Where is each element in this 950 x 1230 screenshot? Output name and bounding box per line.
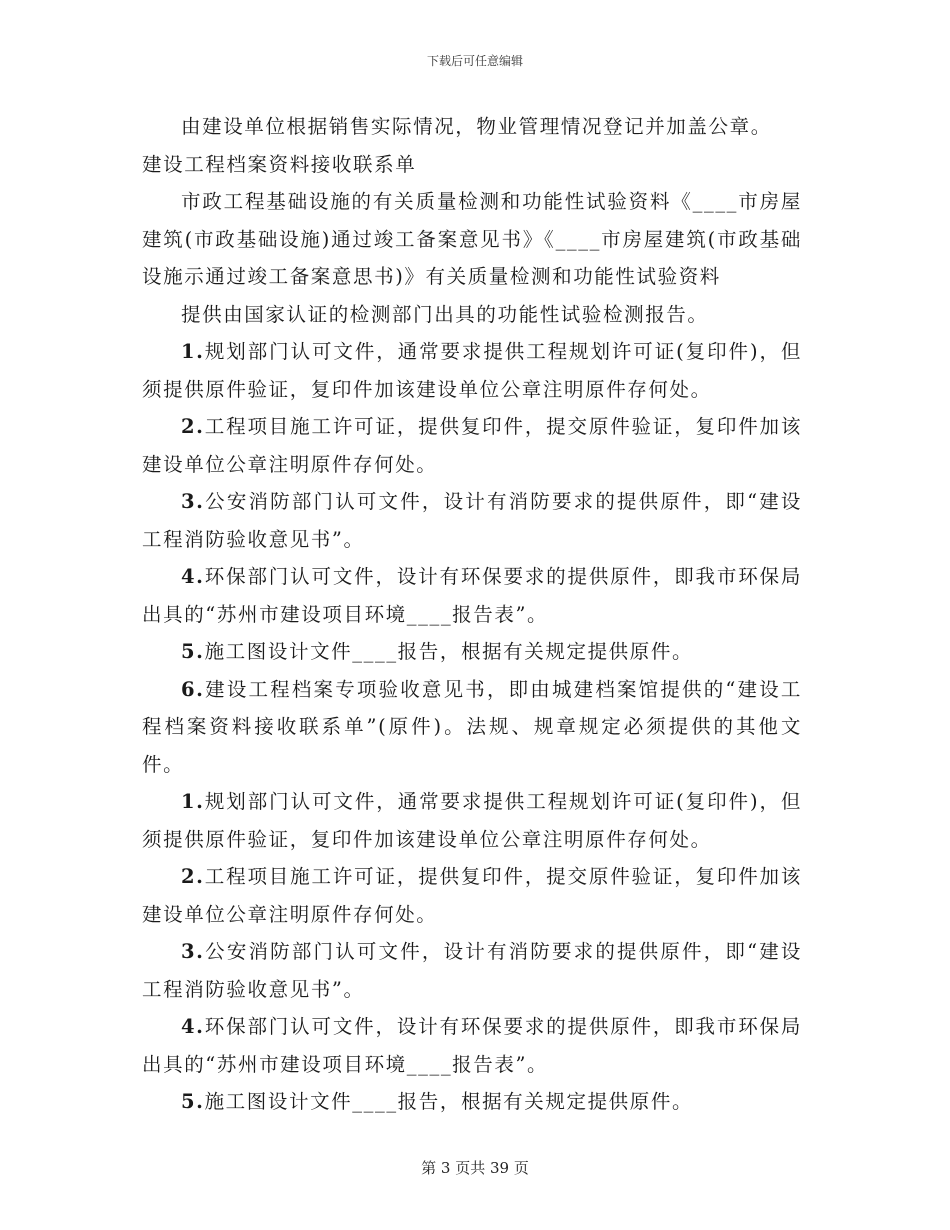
paragraph-text: 由建设单位根据销售实际情况，物业管理情况登记并加盖公章。	[181, 115, 772, 138]
list-item	[142, 333, 802, 408]
paragraph-text: 环保部门认可文件，设计有环保要求的提供原件，即我市环保局出具的“苏州市建设项目环境____报告表”。	[142, 565, 802, 626]
paragraph-text: 施工图设计文件____报告，根据有关规定提供原件。	[204, 640, 694, 663]
item-number: 1.	[181, 790, 205, 813]
paragraph-text: 公安消防部门认可文件，设计有消防要求的提供原件，即“建设工程消防验收意见书”。	[142, 490, 802, 551]
paragraph	[142, 183, 802, 296]
item-number: 5.	[181, 1090, 205, 1113]
item-number: 6.	[181, 677, 205, 701]
paragraph-text: 规划部门认可文件，通常要求提供工程规划许可证(复印件)，但须提供原件验证，复印件加该建设单位公章注明原件存何处。	[142, 790, 802, 851]
item-number: 5.	[181, 640, 205, 663]
paragraph	[142, 296, 802, 334]
paragraph-text: 工程项目施工许可证，提供复印件，提交原件验证，复印件加该建设单位公章注明原件存何处。	[142, 415, 802, 476]
list-item	[142, 858, 802, 933]
item-number: 3.	[181, 490, 205, 513]
item-number: 2.	[181, 865, 205, 888]
paragraph-text: 提供由国家认证的检测部门出具的功能性试验检测报告。	[181, 302, 709, 326]
list-item	[142, 408, 802, 483]
paragraph	[142, 108, 802, 146]
item-number: 2.	[181, 415, 205, 438]
paragraph-text: 建设工程档案资料接收联系单	[142, 152, 417, 176]
paragraph-text: 建设工程档案专项验收意见书，即由城建档案馆提供的“建设工程档案资料接收联系单”(原件)。法规、规章规定必须提供的其他文件。	[142, 677, 802, 776]
list-item	[142, 933, 802, 1008]
list-item	[142, 558, 802, 633]
page-number-footer: 第 3 页共 39 页	[421, 1159, 529, 1177]
item-number: 3.	[181, 940, 205, 963]
list-item	[142, 1083, 802, 1121]
paragraph-text: 公安消防部门认可文件，设计有消防要求的提供原件，即“建设工程消防验收意见书”。	[142, 940, 802, 1001]
list-item	[142, 783, 802, 858]
document-body	[142, 108, 802, 1121]
item-number: 4.	[181, 565, 205, 588]
list-item	[142, 1008, 802, 1083]
list-item	[142, 633, 802, 671]
list-item	[142, 671, 802, 784]
list-item	[142, 483, 802, 558]
paragraph-text: 环保部门认可文件，设计有环保要求的提供原件，即我市环保局出具的“苏州市建设项目环境____报告表”。	[142, 1015, 802, 1076]
page-header-note: 下载后可任意编辑	[426, 54, 523, 68]
section-heading	[142, 146, 802, 184]
paragraph-text: 施工图设计文件____报告，根据有关规定提供原件。	[204, 1090, 694, 1113]
paragraph-text: 工程项目施工许可证，提供复印件，提交原件验证，复印件加该建设单位公章注明原件存何处。	[142, 865, 802, 926]
paragraph-text: 市政工程基础设施的有关质量检测和功能性试验资料《____市房屋建筑(市政基础设施)通过竣工备案意见书》《____市房屋建筑(市政基础设施示通过竣工备案意思书)》有关质量检测和功能性试验资料	[142, 190, 802, 288]
paragraph-text: 规划部门认可文件，通常要求提供工程规划许可证(复印件)，但须提供原件验证，复印件加该建设单位公章注明原件存何处。	[142, 340, 802, 401]
item-number: 4.	[181, 1015, 205, 1038]
item-number: 1.	[181, 340, 205, 363]
